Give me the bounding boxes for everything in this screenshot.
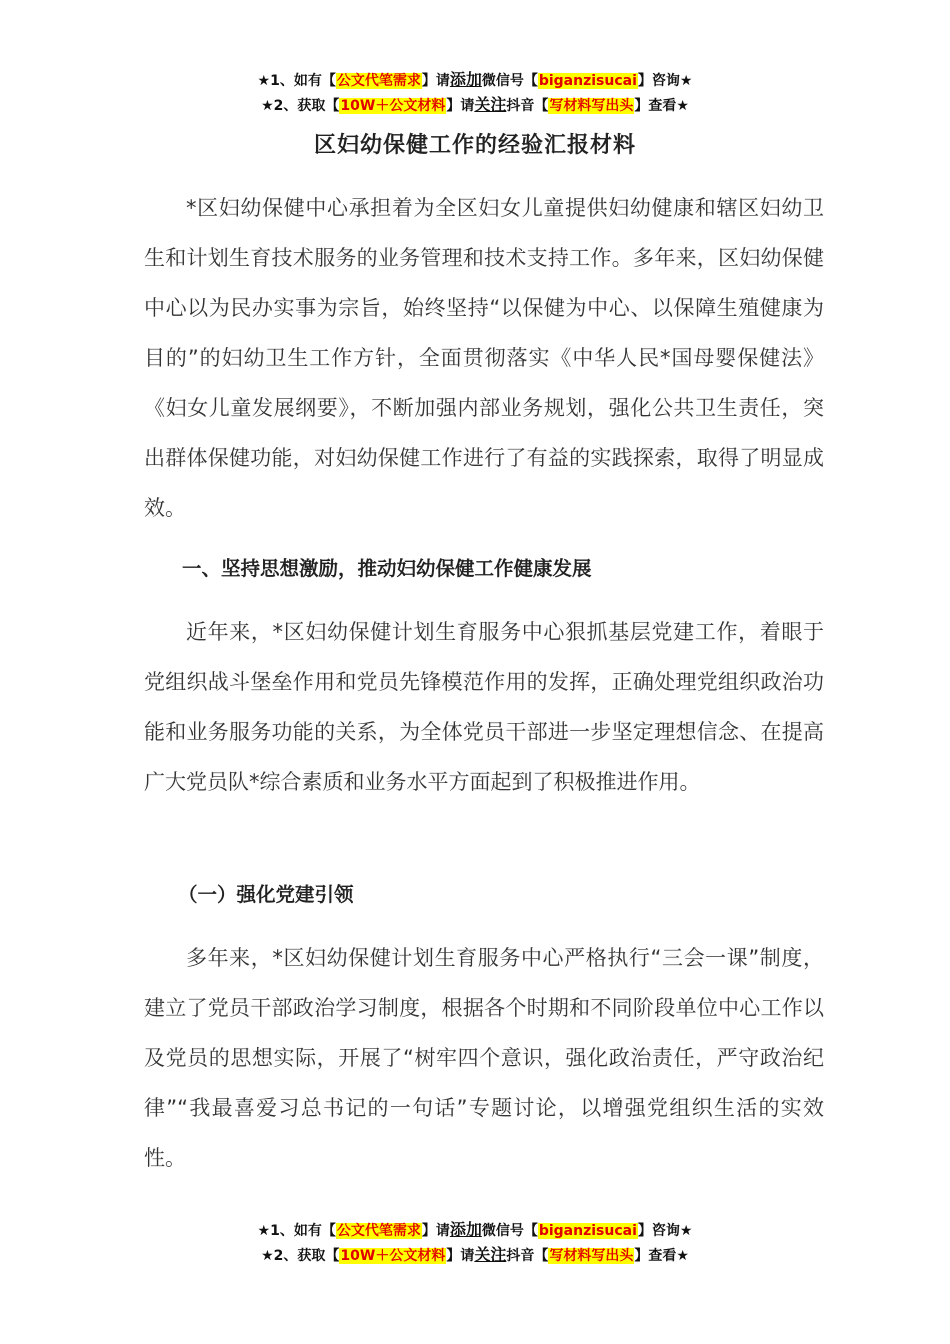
promo-text: 】查看★ [634, 1248, 689, 1264]
promo-text: ★2、获取【 [261, 1248, 340, 1264]
promo-text: ★2、获取【 [261, 98, 340, 114]
section-1-body [144, 607, 824, 807]
promo-line-2 [0, 93, 950, 118]
promo-underlined: 关注 [474, 95, 507, 114]
promo-line-1 [0, 1218, 950, 1243]
promo-highlight: 写材料写出头 [549, 98, 634, 114]
promo-text: 】请 [421, 1223, 450, 1239]
document-body [144, 183, 824, 533]
promo-highlight: biganzisucai [538, 1223, 637, 1239]
promo-highlight: 写材料写出头 [549, 1248, 634, 1264]
top-promo-banner [0, 68, 950, 118]
promo-text: 】请 [446, 98, 475, 114]
promo-text: 】请 [446, 1248, 475, 1264]
bottom-promo-banner [0, 1218, 950, 1268]
section-1-heading: 一、坚持思想激励，推动妇幼保健工作健康发展 [182, 557, 592, 580]
promo-text: 】咨询★ [637, 1223, 693, 1239]
promo-line-2 [0, 1243, 950, 1268]
promo-underlined: 关注 [474, 1245, 507, 1264]
promo-text: 抖音【 [506, 1248, 549, 1264]
promo-text: ★1、如有【 [257, 73, 336, 89]
promo-line-1 [0, 68, 950, 93]
promo-text: 抖音【 [506, 98, 549, 114]
promo-text: 微信号【 [481, 73, 538, 89]
section-1-paragraph: 近年来，*区妇幼保健计划生育服务中心狠抓基层党建工作，着眼于党组织战斗堡垒作用和党员先锋模范作用的发挥，正确处理党组织政治功能和业务服务功能的关系，为全体党员干部进一步坚定理想信念、在提高广大党员队*综合素质和业务水平方面起到了积极推进作用。 [144, 620, 824, 794]
subsection-1-heading: （一）强化党建引领 [178, 883, 354, 906]
subsection-1-paragraph: 多年来，*区妇幼保健计划生育服务中心严格执行“三会一课”制度，建立了党员干部政治学习制度，根据各个时期和不同阶段单位中心工作以及党员的思想实际，开展了“树牢四个意识，强化政治责任，严守政治纪律”“我最喜爱习总书记的一句话”专题讨论，以增强党组织生活的实效性。 [144, 946, 824, 1170]
promo-highlight: 公文代笔需求 [336, 1223, 421, 1239]
promo-text: 】请 [421, 73, 450, 89]
promo-highlight: 10W＋公文材料 [340, 98, 446, 114]
promo-highlight: 公文代笔需求 [336, 73, 421, 89]
document-title: 区妇幼保健工作的经验汇报材料 [313, 133, 636, 158]
subsection-1-body [144, 933, 824, 1183]
section-1 [144, 554, 824, 584]
promo-highlight: 10W＋公文材料 [340, 1248, 446, 1264]
promo-text: 】查看★ [634, 98, 689, 114]
promo-underlined: 添加 [449, 1220, 482, 1239]
intro-paragraph: *区妇幼保健中心承担着为全区妇女儿童提供妇幼健康和辖区妇幼卫生和计划生育技术服务的业务管理和技术支持工作。多年来，区妇幼保健中心以为民办实事为宗旨，始终坚持“以保健为中心、以保障生殖健康为目的”的妇幼卫生工作方针，全面贯彻落实《中华人民*国母婴保健法》《妇女儿童发展纲要》，不断加强内部业务规划，强化公共卫生责任，突出群体保健功能，对妇幼保健工作进行了有益的实践探索，取得了明显成效。 [144, 196, 824, 520]
promo-text: ★1、如有【 [257, 1223, 336, 1239]
subsection-1 [144, 880, 824, 910]
promo-underlined: 添加 [449, 70, 482, 89]
promo-text: 】咨询★ [637, 73, 693, 89]
promo-text: 微信号【 [481, 1223, 538, 1239]
promo-highlight: biganzisucai [538, 73, 637, 89]
